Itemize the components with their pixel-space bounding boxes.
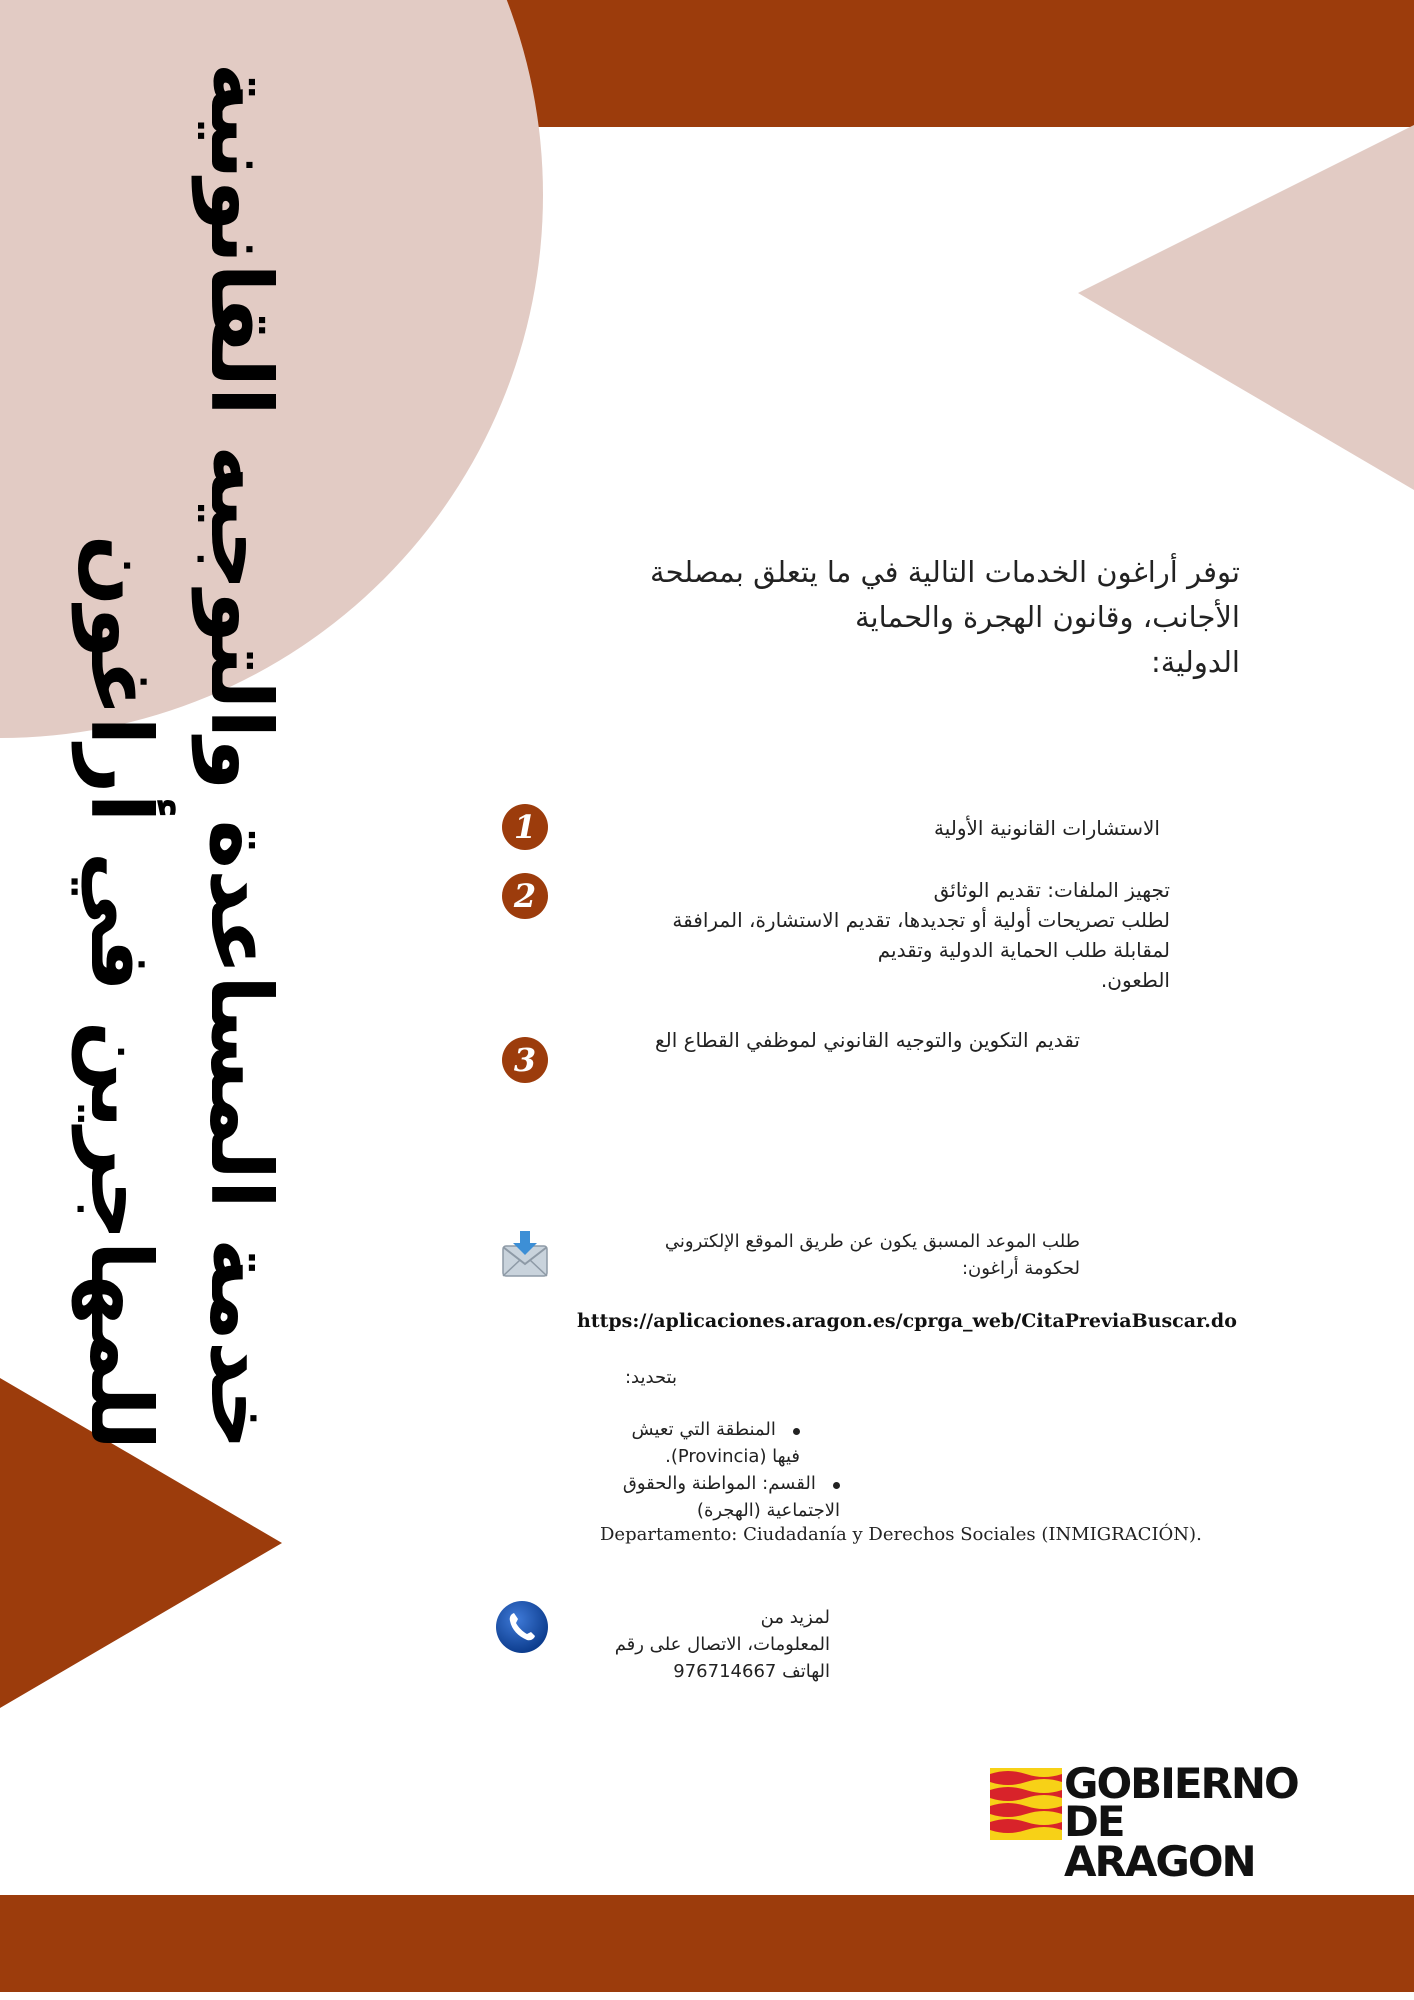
bottom-band: [0, 1895, 1414, 1992]
bullet-dot-icon: [793, 1428, 800, 1435]
aragon-flag-icon: [990, 1768, 1062, 1840]
contact-text: [560, 1604, 830, 1685]
bullet-item-province: [600, 1416, 800, 1470]
step-3-line-1: تقديم التكوين والتوجيه القانوني لموظفي القطاع الع: [654, 1028, 1080, 1052]
appointment-text: [560, 1228, 1080, 1282]
appointment-line-1: طلب الموعد المسبق يكون عن طريق الموقع الإلكتروني: [664, 1231, 1080, 1252]
step-number-1: 1: [502, 804, 548, 850]
step-1-text: [560, 813, 1160, 843]
contact-line-2: المعلومات، الاتصال على رقم: [614, 1634, 830, 1655]
specify-label: بتحديد:: [624, 1367, 677, 1388]
gobierno-de-aragon-logo: [990, 1759, 1310, 1886]
step-2-line-1: تجهيز الملفات: تقديم الوثائق: [933, 878, 1170, 902]
department-line: Departamento: Ciudadanía y Derechos Sociales (INMIGRACIÓN).: [600, 1524, 1202, 1545]
pink-triangle: [1078, 125, 1414, 490]
step-2-text: [560, 875, 1170, 995]
contact-line-1: لمزيد من: [760, 1607, 830, 1628]
intro-paragraph: [500, 550, 1240, 685]
appointment-url-link[interactable]: https://aplicaciones.aragon.es/cprga_web/CitaPreviaBuscar.do: [577, 1310, 1237, 1332]
intro-line-2: الأجانب، وقانون الهجرة والحماية: [855, 600, 1240, 634]
step-3-text: [560, 1025, 1080, 1055]
bullet-item-department: [600, 1470, 840, 1524]
bullet-2-line-1: القسم: المواطنة والحقوق: [600, 1470, 840, 1497]
logo-line-1: GOBIERNO: [1064, 1759, 1298, 1808]
bullet-2-line-2: الاجتماعية (الهجرة): [696, 1500, 840, 1521]
step-2-line-3: لمقابلة طلب الحماية الدولية وتقديم: [877, 938, 1170, 962]
intro-line-3: الدولية:: [1150, 645, 1240, 679]
intro-line-1: توفر أراغون الخدمات التالية في ما يتعلق بمصلحة: [650, 555, 1240, 589]
mail-download-icon: [500, 1230, 550, 1278]
step-2-line-4: الطعون.: [1100, 968, 1170, 992]
bullet-dot-icon: [833, 1482, 840, 1489]
top-band: [490, 0, 1414, 127]
page-title: [10, 0, 300, 1450]
logo-line-2: DE ARAGON: [1064, 1797, 1255, 1886]
title-line-1: خدمة المساعدة والتوجيه القانونية: [192, 62, 290, 1450]
step-1-line-1: الاستشارات القانونية الأولية: [933, 816, 1160, 840]
title-line-2: للمهاجرين في أراغون: [72, 534, 170, 1450]
step-2-line-2: لطلب تصريحات أولية أو تجديدها، تقديم الاستشارة، المرافقة: [672, 908, 1170, 932]
phone-icon: [495, 1600, 549, 1654]
bullet-1-line-2: فيها (Provincia).: [665, 1446, 800, 1467]
contact-line-3: الهاتف 976714667: [673, 1661, 830, 1682]
appointment-line-2: لحكومة أراغون:: [961, 1258, 1080, 1279]
bullet-1-line-1: المنطقة التي تعيش: [600, 1416, 800, 1443]
step-number-3: 3: [502, 1037, 548, 1083]
step-number-2: 2: [502, 873, 548, 919]
